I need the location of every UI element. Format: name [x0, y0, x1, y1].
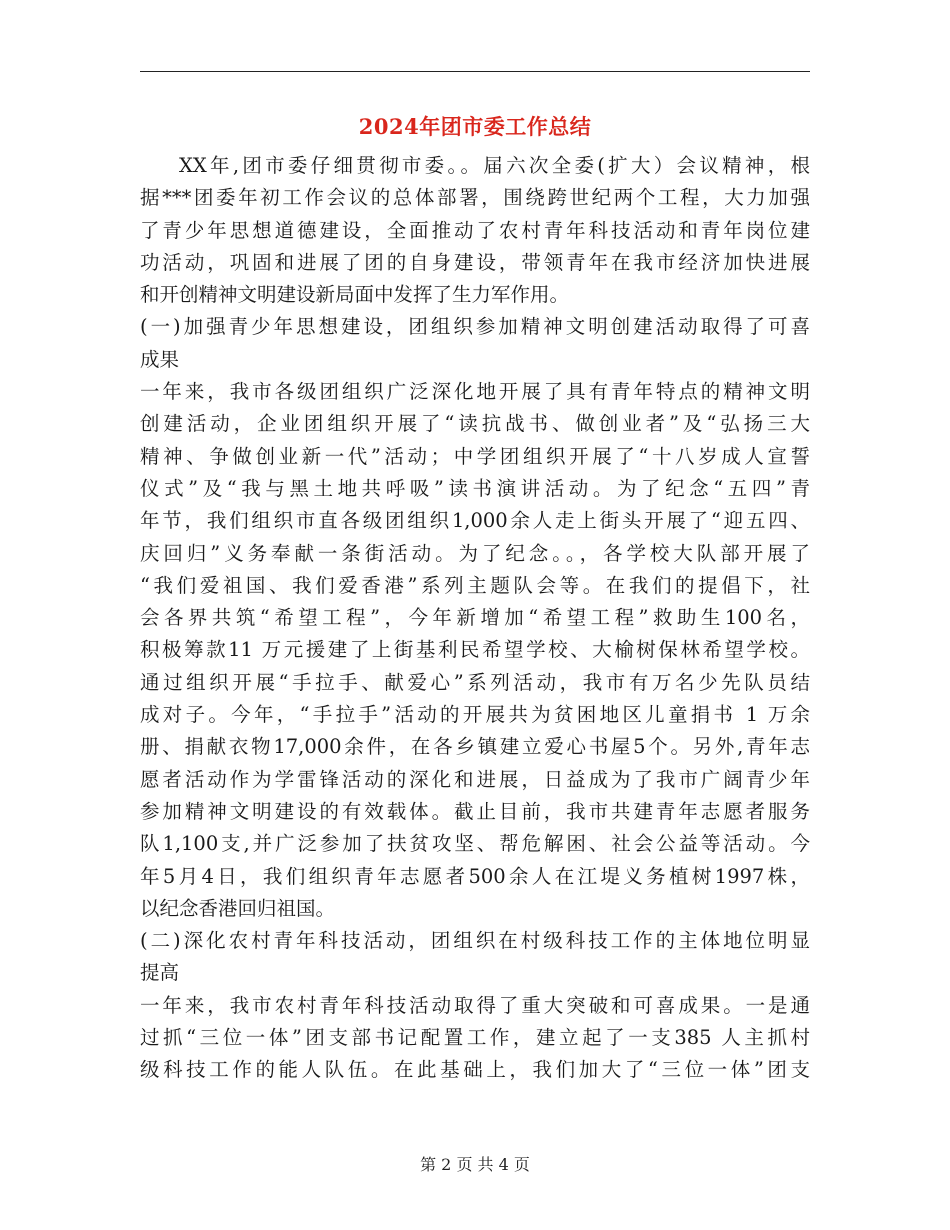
- paragraph-line: 队1,100支,并广泛参加了扶贫攻坚、帮危解困、社会公益等活动。今: [140, 832, 810, 856]
- paragraph-line: 过抓“三位一体”团支部书记配置工作，建立起了一支385 人主抓村: [140, 1026, 810, 1050]
- document-body: [140, 150, 810, 1087]
- paragraph-line: 册、捐献衣物17,000余件，在各乡镇建立爱心书屋5个。另外,青年志: [140, 735, 810, 759]
- section-heading-line: 成果: [140, 347, 180, 371]
- paragraph-line: 庆回归”义务奉献一条街活动。为了纪念。。，各学校大队部开展了: [140, 541, 810, 565]
- paragraph-line: 仪式”及“我与黑土地共呼吸”读书演讲活动。为了纪念“五四”青: [140, 476, 810, 500]
- paragraph-line: 一年来，我市农村青年科技活动取得了重大突破和可喜成果。一是通: [140, 993, 810, 1017]
- page-number-footer: 第 2 页 共 4 页: [420, 1155, 530, 1174]
- paragraph-line: 创建活动，企业团组织开展了“读抗战书、做创业者”及“弘扬三大: [140, 412, 810, 436]
- header-rule: [140, 71, 810, 72]
- paragraph-line: 愿者活动作为学雷锋活动的深化和进展，日益成为了我市广阔青少年: [140, 767, 810, 791]
- paragraph-line: 以纪念香港回归祖国。: [140, 896, 336, 920]
- paragraph-line: 功活动，巩固和进展了团的自身建设，带领青年在我市经济加快进展: [140, 250, 810, 274]
- section-heading-line: (二)深化农村青年科技活动，团组织在村级科技工作的主体地位明显: [140, 929, 810, 953]
- paragraph-line: 通过组织开展“手拉手、献爱心”系列活动，我市有万名少先队员结: [140, 670, 810, 694]
- paragraph-line: 精神、争做创业新一代”活动；中学团组织开展了“十八岁成人宣誓: [140, 444, 810, 468]
- paragraph-line: 级科技工作的能人队伍。在此基础上，我们加大了“三位一体”团支: [140, 1058, 810, 1082]
- paragraph-line: XX年,团市委仔细贯彻市委。。届六次全委(扩大）会议精神，根: [179, 154, 810, 177]
- paragraph-line: “我们爱祖国、我们爱香港”系列主题队会等。在我们的提倡下，社: [140, 573, 810, 597]
- section-heading-line: (一)加强青少年思想建设，团组织参加精神文明创建活动取得了可喜: [140, 315, 810, 339]
- paragraph-line: 了青少年思想道德建设，全面推动了农村青年科技活动和青年岗位建: [140, 218, 810, 242]
- paragraph-line: 会各界共筑“希望工程”，今年新增加“希望工程”救助生100名，: [140, 606, 810, 630]
- paragraph-line: 年5月4日，我们组织青年志愿者500余人在江堤义务植树1997株，: [140, 864, 810, 888]
- paragraph-line: 年节，我们组织市直各级团组织1,000余人走上街头开展了“迎五四、: [140, 509, 810, 533]
- paragraph-line: 参加精神文明建设的有效载体。截止目前，我市共建青年志愿者服务: [140, 799, 810, 823]
- paragraph-line: 据***团委年初工作会议的总体部署，围绕跨世纪两个工程，大力加强: [140, 186, 810, 210]
- section-heading-line: 提高: [140, 961, 180, 985]
- paragraph-line: 一年来，我市各级团组织广泛深化地开展了具有青年特点的精神文明: [140, 380, 810, 404]
- paragraph-line: 成对子。今年，“手拉手”活动的开展共为贫困地区儿童捐书 1 万余: [140, 703, 810, 727]
- paragraph-line: 积极筹款11 万元援建了上街基利民希望学校、大榆树保林希望学校。: [140, 638, 810, 662]
- document-title: 2024年团市委工作总结: [358, 114, 592, 139]
- paragraph-line: 和开创精神文明建设新局面中发挥了生力军作用。: [140, 283, 570, 307]
